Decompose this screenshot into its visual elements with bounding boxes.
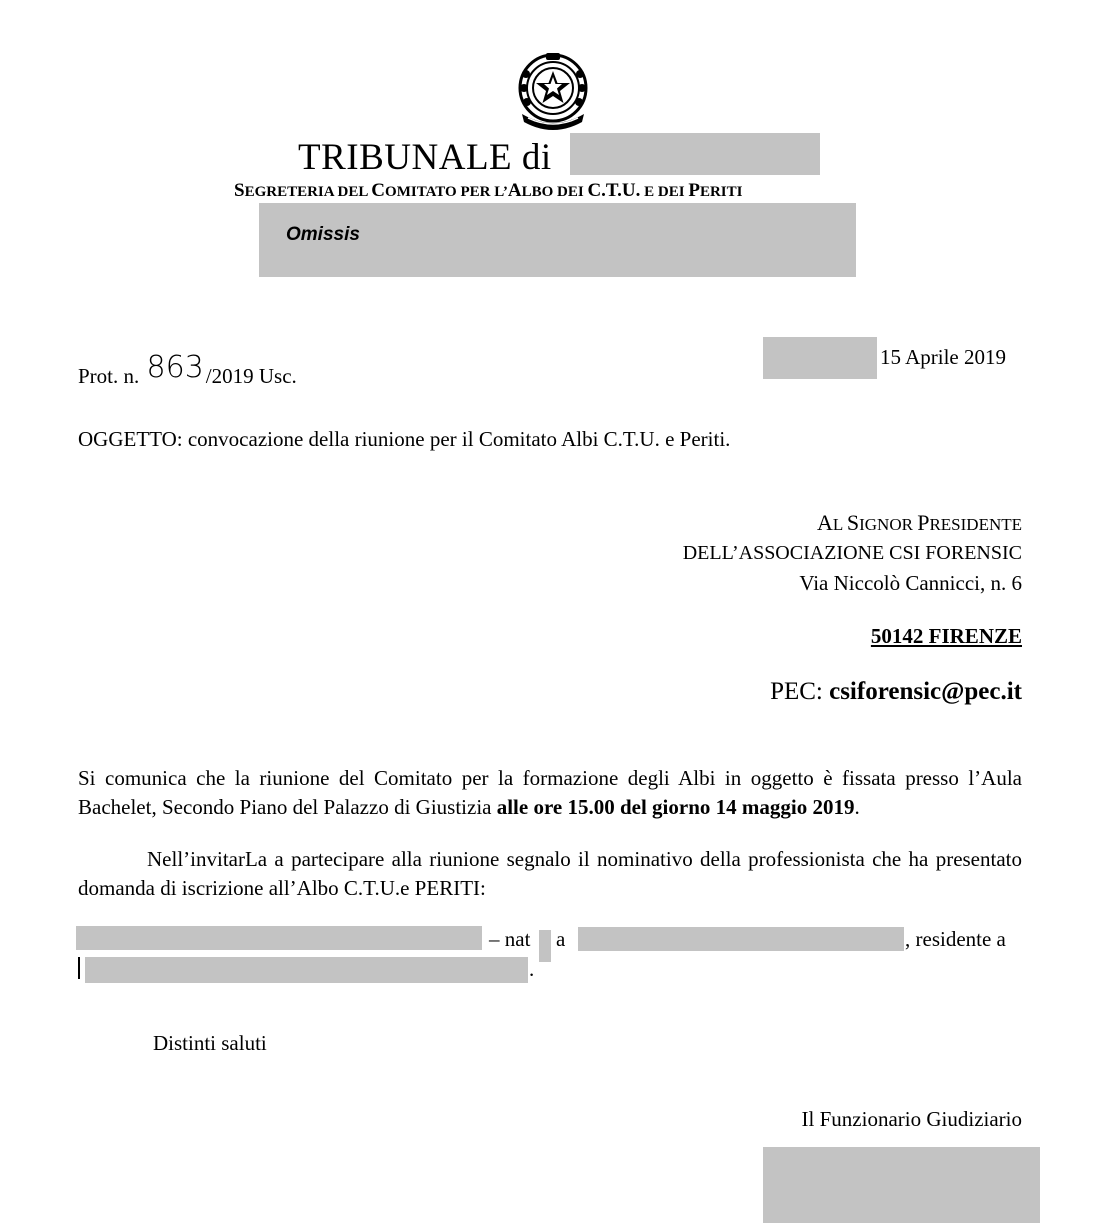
line-end-period: . — [529, 957, 535, 981]
recipient-association: DELL’ASSOCIAZIONE CSI FORENSIC — [682, 542, 1022, 564]
omissis-label: Omissis — [286, 224, 360, 245]
letter-date: 15 Aprile 2019 — [880, 345, 1006, 369]
recipient-pec: PEC: csiforensic@pec.it — [770, 678, 1022, 705]
redacted-gender-suffix — [539, 930, 551, 962]
redacted-place — [763, 337, 877, 379]
redacted-residence — [85, 957, 528, 983]
body-paragraph-2: Nell’invitarLa a partecipare alla riunione segnalo il nominativo della professionista che ha presentato domanda di iscrizione all’Albo C.T.U.e PERITI: — [78, 847, 1022, 900]
text-fragment — [78, 957, 80, 979]
signature-role: Il Funzionario Giudiziario — [801, 1107, 1022, 1131]
born-text: – nat — [489, 927, 531, 951]
redacted-person-name — [76, 926, 482, 950]
residence-text: , residente a — [905, 927, 1006, 951]
closing-salutation: Distinti saluti — [153, 1031, 267, 1055]
body-paragraph-1: Si comunica che la riunione del Comitato per la formazione degli Albi in oggetto è fissata presso l’Aula Bachelet, Secondo Piano del Palazzo di Giustizia alle ore 15.00 del giorno 14 maggio 2019. — [78, 766, 1022, 819]
redacted-birth-info — [578, 927, 904, 951]
recipient-city: 50142 FIRENZE — [870, 624, 1022, 648]
pec-address: csiforensic@pec.it — [829, 678, 1022, 705]
recipient-address: Via Niccolò Cannicci, n. 6 — [799, 571, 1022, 595]
subject-line: OGGETTO: convocazione della riunione per il Comitato Albi C.T.U. e Periti. — [78, 427, 731, 451]
protocol-number: Prot. n. 863/2019 Usc. — [78, 350, 297, 388]
handwritten-protocol-number: 863 — [146, 350, 204, 385]
court-title: TRIBUNALE di — [298, 137, 552, 178]
court-subtitle: SEGRETERIA DEL COMITATO PER L’ALBO DEI C.T.U. E DEI PERITI — [234, 180, 743, 201]
redacted-signature — [763, 1147, 1040, 1223]
redacted-court-name — [570, 133, 820, 175]
italian-republic-emblem-icon — [516, 52, 590, 134]
recipient-title: AL SIGNOR PRESIDENTE — [816, 510, 1022, 535]
birthplace-a: a — [556, 927, 566, 951]
